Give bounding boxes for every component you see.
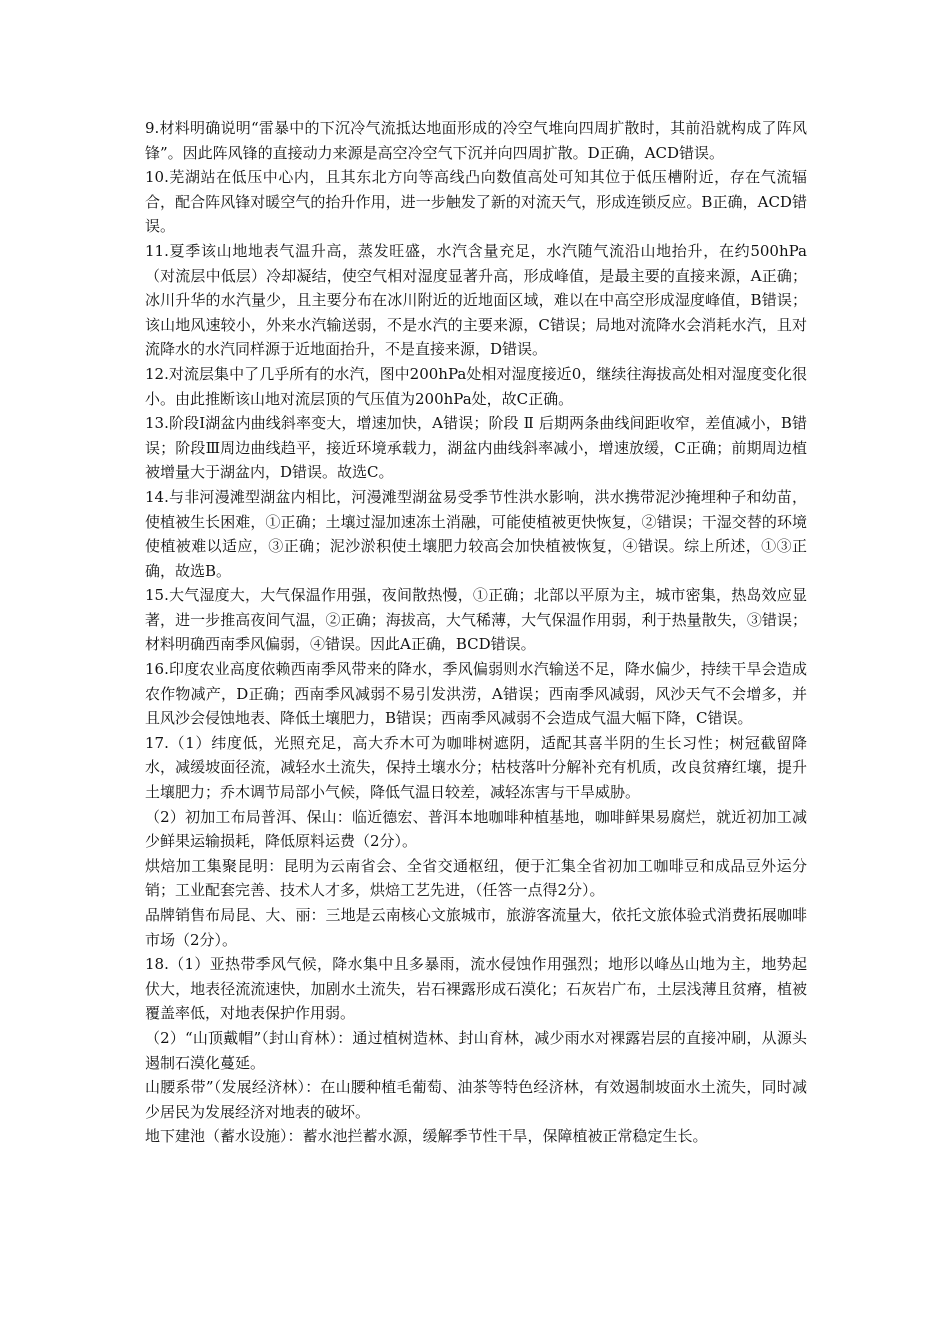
answer-18-part-1: 18.（1）亚热带季风气候，降水集中且多暴雨，流水侵蚀作用强烈；地形以峰丛山地为主，地势起伏大，地表径流流速快，加剧水土流失，岩石裸露形成石漠化；石灰岩广布，土层浅薄且贫瘠，植被覆盖率低，对地表保护作用弱。: [145, 955, 807, 1023]
answer-17-part-2: （2）初加工布局普洱、保山：临近德宏、普洱本地咖啡种植基地，咖啡鲜果易腐烂，就近初加工减少鲜果运输损耗，降低原料运费（2分）。: [145, 807, 807, 851]
answer-17-sales: 品牌销售布局昆、大、丽：三地是云南核心文旅城市，旅游客流量大，依托文旅体验式消费拓展咖啡市场（2分）。: [145, 906, 807, 949]
answer-14: 14.与非河漫滩型湖盆内相比，河漫滩型湖盆易受季节性洪水影响，洪水携带泥沙掩埋种子和幼苗，使植被生长困难，①正确；土壤过湿加速冻土消融，可能使植被更快恢复，②错误；干湿交替的环境使植被难以适应，③正确；泥沙淤积使土壤肥力较高会加快植被恢复，④错误。综上所述，①③正确，故选B。: [145, 487, 807, 580]
answer-18-underground: 地下建池（蓄水设施）：蓄水池拦蓄水源，缓解季节性干旱，保障植被正常稳定生长。: [145, 1127, 708, 1146]
answer-explanations: [145, 116, 807, 1149]
answer-13: 13.阶段Ⅰ湖盆内曲线斜率变大，增速加快，A错误；阶段 Ⅱ 后期两条曲线间距收窄，差值减小，B错误；阶段Ⅲ周边曲线趋平，接近环境承载力，湖盆内曲线斜率减小，增速放缓，C正确；前期周边植被增量大于湖盆内，D错误。故选C。: [145, 414, 807, 482]
answer-9: 9.材料明确说明“雷暴中的下沉冷气流抵达地面形成的冷空气堆向四周扩散时，其前沿就构成了阵风锋”。因此阵风锋的直接动力来源是高空冷空气下沉并向四周扩散。D正确，ACD错误。: [145, 119, 807, 162]
answer-11: 11.夏季该山地地表气温升高，蒸发旺盛，水汽含量充足，水汽随气流沿山地抬升，在约500hPa（对流层中低层）冷却凝结，使空气相对湿度显著升高，形成峰值，是最主要的直接来源，A正确；冰川升华的水汽量少，且主要分布在冰川附近的近地面区域，难以在中高空形成湿度峰值，B错误；该山地风速较小，外来水汽输送弱，不是水汽的主要来源，C错误；局地对流降水会消耗水汽，且对流降水的水汽同样源于近地面抬升，不是直接来源，D错误。: [145, 241, 807, 359]
answer-17-part-1: 17.（1）纬度低，光照充足，高大乔木可为咖啡树遮阴，适配其喜半阴的生长习性；树冠截留降水，减缓坡面径流，减轻水土流失，保持土壤水分；枯枝落叶分解补充有机质，改良贫瘠红壤，提升土壤肥力；乔木调节局部小气候，降低气温日较差，减轻冻害与干旱威胁。: [145, 733, 807, 802]
answer-18-mid-slope: 山腰系带”（发展经济林）：在山腰种植毛葡萄、油茶等特色经济林，有效遏制坡面水土流失，同时减少居民为发展经济对地表的破坏。: [145, 1078, 807, 1121]
answer-16: 16.印度农业高度依赖西南季风带来的降水，季风偏弱则水汽输送不足，降水偏少，持续干旱会造成农作物减产，D正确；西南季风减弱不易引发洪涝，A错误；西南季风减弱，风沙天气不会增多，并且风沙会侵蚀地表、降低土壤肥力，B错误；西南季风减弱不会造成气温大幅下降，C错误。: [145, 660, 807, 728]
answer-10: 10.芜湖站在低压中心内，且其东北方向等高线凸向数值高处可知其位于低压槽附近，存在气流辐合，配合阵风锋对暖空气的抬升作用，进一步触发了新的对流天气，形成连锁反应。B正确，ACD错误。: [145, 168, 807, 236]
answer-17-roasting: 烘焙加工集聚昆明：昆明为云南省会、全省交通枢纽，便于汇集全省初加工咖啡豆和成品豆外运分销；工业配套完善、技术人才多，烘焙工艺先进，（任答一点得2分）。: [145, 856, 807, 900]
answer-12: 12.对流层集中了几乎所有的水汽，图中200hPa处相对湿度接近0，继续往海拔高处相对湿度变化很小。由此推断该山地对流层顶的气压值为200hPa处，故C正确。: [145, 364, 807, 408]
answer-15: 15.大气湿度大，大气保温作用强，夜间散热慢，①正确；北部以平原为主，城市密集，热岛效应显著，进一步推高夜间气温，②正确；海拔高，大气稀薄，大气保温作用弱，利于热量散失，③错误；材料明确西南季风偏弱，④错误。因此A正确，BCD错误。: [145, 586, 807, 654]
answer-18-part-2: （2）“山顶戴帽”（封山育林）：通过植树造林、封山育林，减少雨水对裸露岩层的直接冲刷，从源头遏制石漠化蔓延。: [145, 1028, 807, 1072]
